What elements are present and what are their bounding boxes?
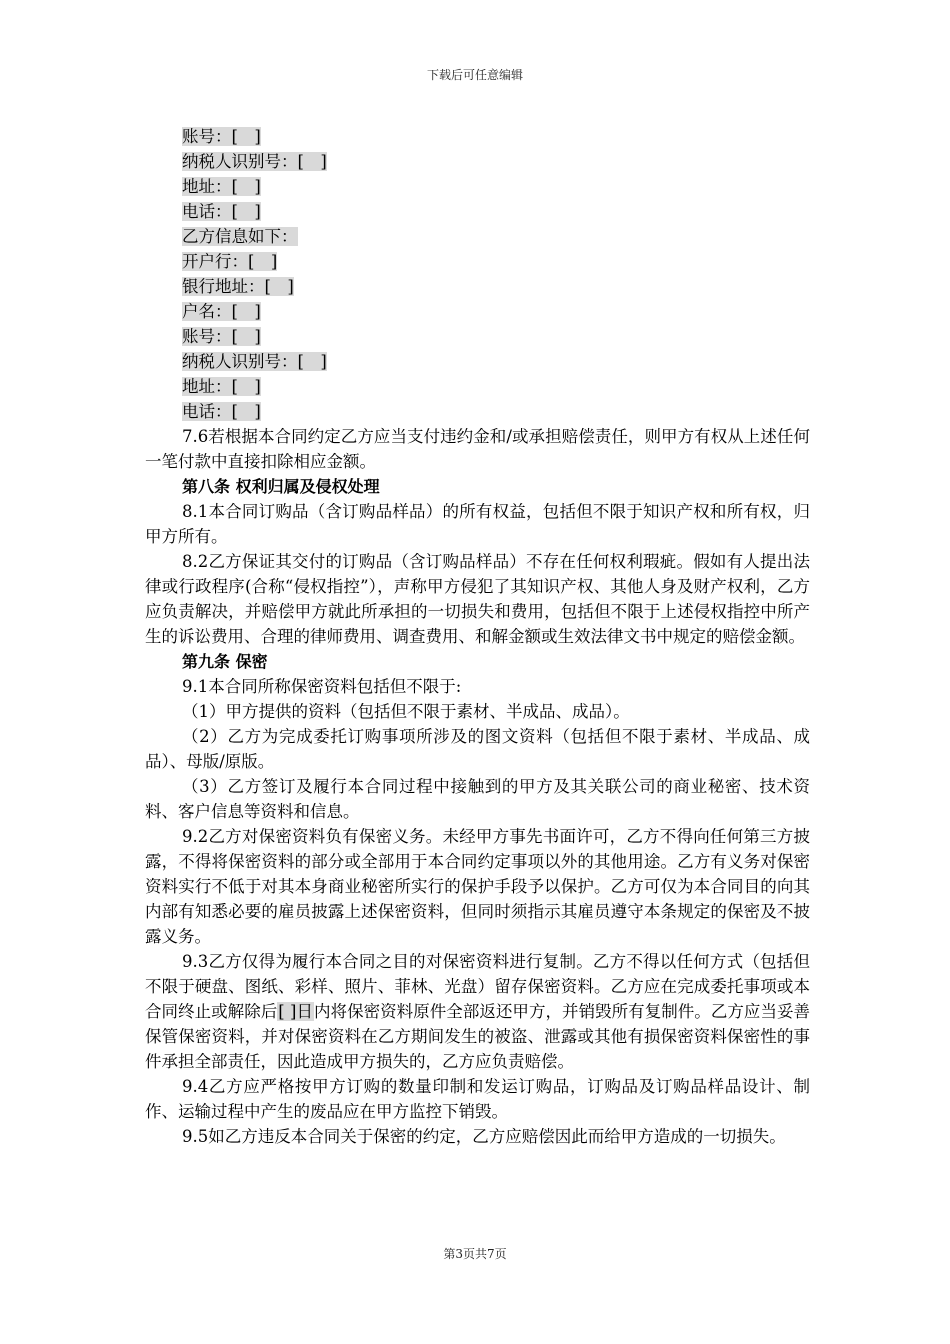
party-b-title: 乙方信息如下： [182,227,298,246]
field-a-taxid: 纳税人识别号：[ ] [182,152,327,171]
field-b-account-name: 户名：[ ] [182,302,261,321]
page-header: 下载后可任意编辑 [426,68,523,82]
clause-9-4: 9.4乙方应严格按甲方订购的数量印制和发运订购品，订购品及订购品样品设计、制作、运输过程中产生的废品应在甲方监控下销毁。 [145,1077,810,1121]
field-a-account: 账号：[ ] [182,127,261,146]
field-a-phone: 电话：[ ] [182,202,261,221]
field-b-bank: 开户行：[ ] [182,252,278,271]
clause-9-1-item-2: （2）乙方为完成委托订购事项所涉及的图文资料（包括但不限于素材、半成品、成品）、母版/原版。 [145,727,810,771]
article-8-heading: 第八条 权利归属及侵权处理 [182,477,380,496]
field-b-bank-address: 银行地址：[ ] [182,277,294,296]
document-body [145,124,810,1149]
clause-9-1-item-3: （3）乙方签订及履行本合同过程中接触到的甲方及其关联公司的商业秘密、技术资料、客户信息等资料和信息。 [145,777,810,821]
field-b-address: 地址：[ ] [182,377,261,396]
page-footer: 第3页共7页 [443,1247,507,1261]
clause-9-2: 9.2乙方对保密资料负有保密义务。未经甲方事先书面许可，乙方不得向任何第三方披露，不得将保密资料的部分或全部用于本合同约定事项以外的其他用途。乙方有义务对保密资料实行不低于对其本身商业秘密所实行的保护手段予以保护。乙方可仅为本合同目的向其内部有知悉必要的雇员披露上述保密资料，但同时须指示其雇员遵守本条规定的保密及不披露义务。 [145,827,810,946]
article-9-heading: 第九条 保密 [182,652,268,671]
clause-9-1-item-1: （1）甲方提供的资料（包括但不限于素材、半成品、成品）。 [182,702,630,721]
clause-9-3: 9.3乙方仅得为履行本合同之目的对保密资料进行复制。乙方不得以任何方式（包括但不限于硬盘、图纸、彩样、照片、菲林、光盘）留存保密资料。乙方应在完成委托事项或本合同终止或解除后[ ]日内将保密资料原件全部返还甲方，并销毁所有复制件。乙方应当妥善保管保密资料，并对保密资料在乙方期间发生的被盗、泄露或其他有损保密资料保密性的事件承担全部责任，因此造成甲方损失的，乙方应负责赔偿。 [145,952,811,1071]
field-b-account: 账号：[ ] [182,327,261,346]
clause-8-2: 8.2乙方保证其交付的订购品（含订购品样品）不存在任何权利瑕疵。假如有人提出法律或行政程序(合称“侵权指控”），声称甲方侵犯了其知识产权、其他人身及财产权利，乙方应负责解决，并赔偿甲方就此所承担的一切损失和费用，包括但不限于上述侵权指控中所产生的诉讼费用、合理的律师费用、调查费用、和解金额或生效法律文书中规定的赔偿金额。 [145,552,810,646]
clause-8-1: 8.1本合同订购品（含订购品样品）的所有权益，包括但不限于知识产权和所有权，归甲方所有。 [145,502,810,546]
days-blank: [ ]日 [278,1002,314,1021]
clause-9-1: 9.1本合同所称保密资料包括但不限于: [182,677,462,696]
field-b-taxid: 纳税人识别号：[ ] [182,352,327,371]
clause-9-5: 9.5如乙方违反本合同关于保密的约定，乙方应赔偿因此而给甲方造成的一切损失。 [182,1127,786,1146]
clause-7-6: 7.6若根据本合同约定乙方应当支付违约金和/或承担赔偿责任，则甲方有权从上述任何一笔付款中直接扣除相应金额。 [145,427,810,471]
field-a-address: 地址：[ ] [182,177,261,196]
field-b-phone: 电话：[ ] [182,402,261,421]
